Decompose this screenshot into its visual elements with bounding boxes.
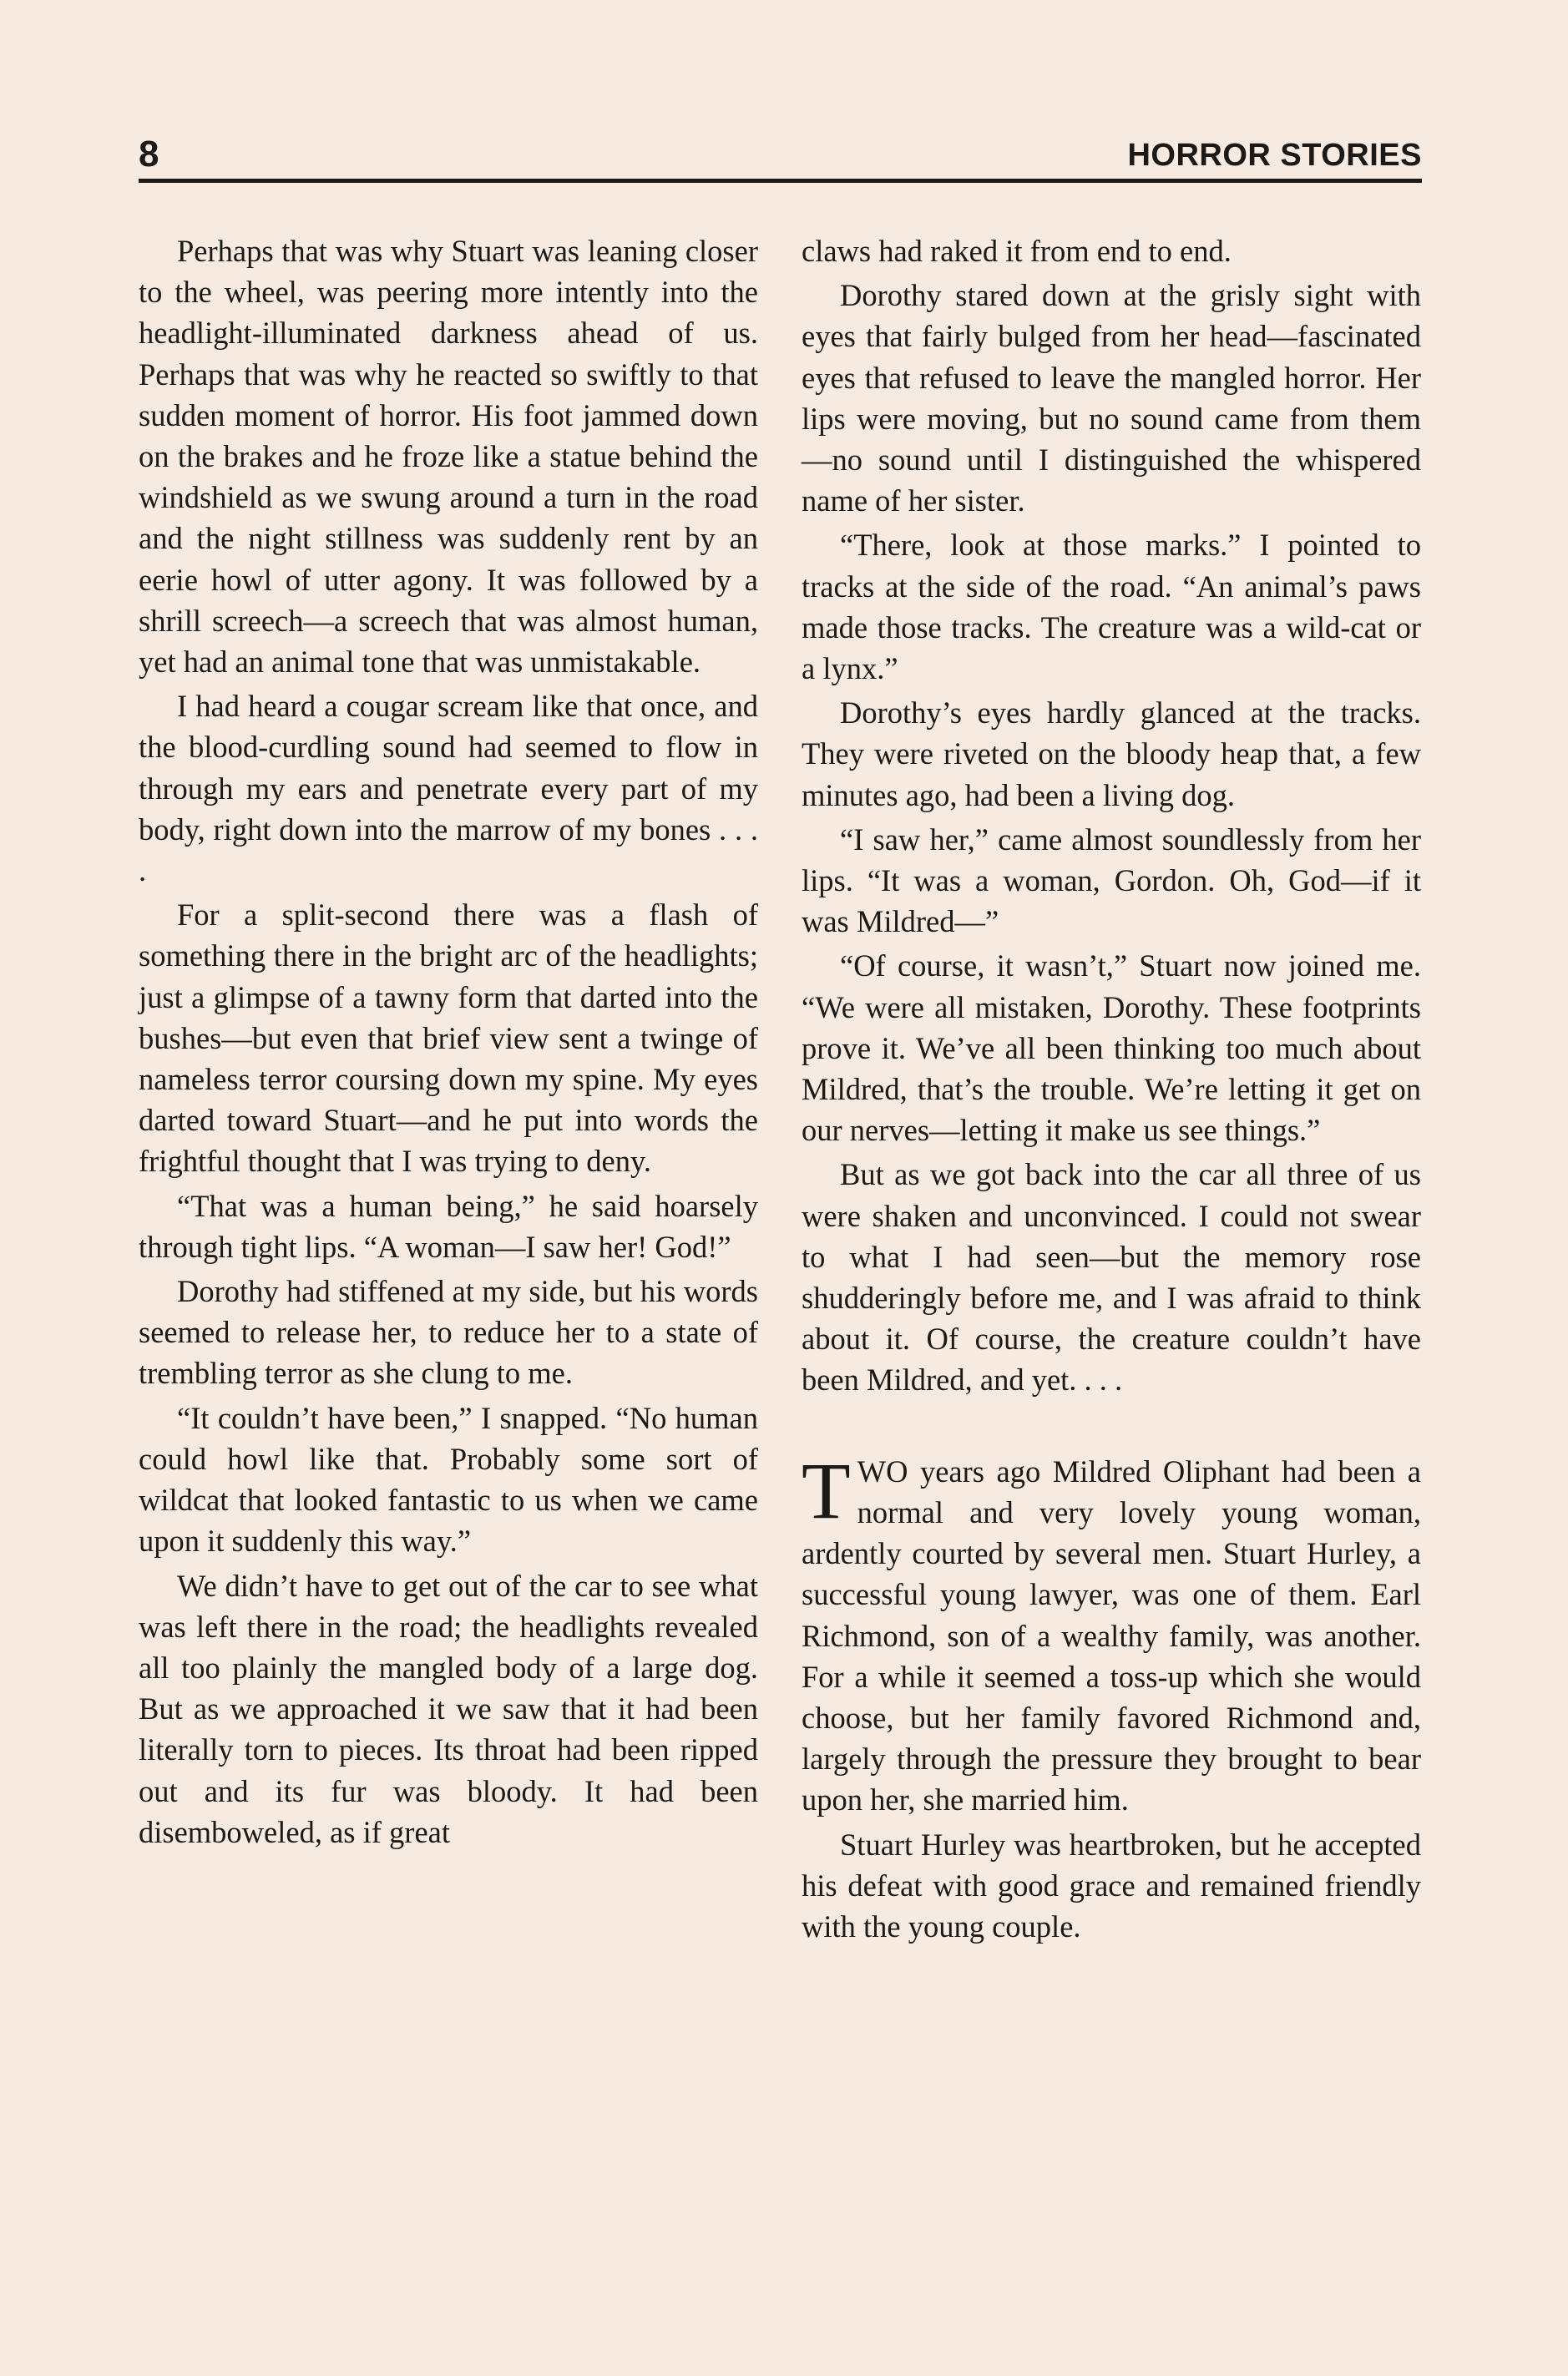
- dropcap-paragraph-text: WO years ago Mildred Oliphant had been a normal and very lovely young woman, ardently courted by several men. Stuart Hurley, a successful young lawyer, was one of them. Earl Richmond, son of a wealthy family, was another. For a while it seemed a toss-up which she would choose, but her family favored Richmond and, largely through the pressure they brought to bear upon her, she married him.: [802, 1453, 1421, 1817]
- paragraph: Stuart Hurley was heartbroken, but he accepted his defeat with good grace and remained friendly with the young couple.: [802, 1827, 1421, 1944]
- paragraph: “There, look at those marks.” I pointed to tracks at the side of the road. “An animal’s paws made those tracks. The creature was a wild-cat or a lynx.”: [802, 528, 1421, 686]
- paragraph: Dorothy stared down at the grisly sight with eyes that fairly bulged from her head—fascinated eyes that refused to leave the mangled horror. Her lips were moving, but no sound came from them—no sound until I distinguished the whispered name of her sister.: [802, 278, 1421, 518]
- continuation-paragraph: claws had raked it from end to end.: [802, 234, 1232, 268]
- magazine-title: HORROR STORIES: [1127, 138, 1422, 173]
- left-column: [139, 230, 758, 1856]
- paragraph: Dorothy’s eyes hardly glanced at the tracks. They were riveted on the bloody heap that, a few minutes ago, had been a living dog.: [802, 695, 1421, 812]
- dropcap-paragraph: [802, 1445, 1421, 1821]
- page-number: 8: [139, 134, 159, 174]
- right-column: [802, 230, 1421, 1950]
- paragraph: But as we got back into the car all three of us were shaken and unconvinced. I could not swear to what I had seen—but the memory rose shudderingly before me, and I was afraid to think about it. Of course, the creature couldn’t have been Mildred, and yet. . . .: [802, 1157, 1421, 1398]
- paragraph: “It couldn’t have been,” I snapped. “No human could howl like that. Probably some sort of wildcat that looked fantastic to us when we came upon it suddenly this way.”: [139, 1400, 758, 1559]
- paragraph: “That was a human being,” he said hoarsely through tight lips. “A woman—I saw her! God!”: [139, 1188, 758, 1264]
- section-break: [802, 1404, 1421, 1451]
- header-rule: [139, 179, 1422, 183]
- paragraph: I had heard a cougar scream like that once, and the blood-curdling sound had seemed to flow in through my ears and penetrate every part of my body, right down into the marrow of my bones . . . .: [139, 689, 758, 888]
- paragraph: We didn’t have to get out of the car to see what was left there in the road; the headlights revealed all too plainly the mangled body of a large dog. But as we approached it we saw that it had been literally torn to pieces. Its throat had been ripped out and its fur was bloody. It had been disemboweled, as if great: [139, 1568, 758, 1849]
- drop-cap: T: [802, 1445, 851, 1535]
- page-header: [139, 134, 1422, 175]
- paragraph: “I saw her,” came almost soundlessly from her lips. “It was a woman, Gordon. Oh, God—if it was Mildred—”: [802, 821, 1421, 939]
- paragraph: Dorothy had stiffened at my side, but his words seemed to release her, to reduce her to a state of trembling terror as she clung to me.: [139, 1274, 758, 1391]
- paragraph: “Of course, it wasn’t,” Stuart now joined me. “We were all mistaken, Dorothy. These footprints prove it. We’ve all been thinking too much about Mildred, that’s the trouble. We’re letting it get on our nerves—letting it make us see things.”: [802, 948, 1421, 1148]
- paragraph: For a split-second there was a flash of something there in the bright arc of the headlights; just a glimpse of a tawny form that darted into the bushes—but even that brief view sent a twinge of nameless terror coursing down my spine. My eyes darted toward Stuart—and he put into words the frightful thought that I was trying to deny.: [139, 897, 758, 1179]
- paragraph: Perhaps that was why Stuart was leaning closer to the wheel, was peering more intently into the headlight-illuminated darkness ahead of us. Perhaps that was why he reacted so swiftly to that sudden moment of horror. His foot jammed down on the brakes and he froze like a statue behind the windshield as we swung around a turn in the road and the night stillness was suddenly rent by an eerie howl of utter agony. It was followed by a shrill screech—a screech that was almost human, yet had an animal tone that was unmistakable.: [139, 234, 758, 680]
